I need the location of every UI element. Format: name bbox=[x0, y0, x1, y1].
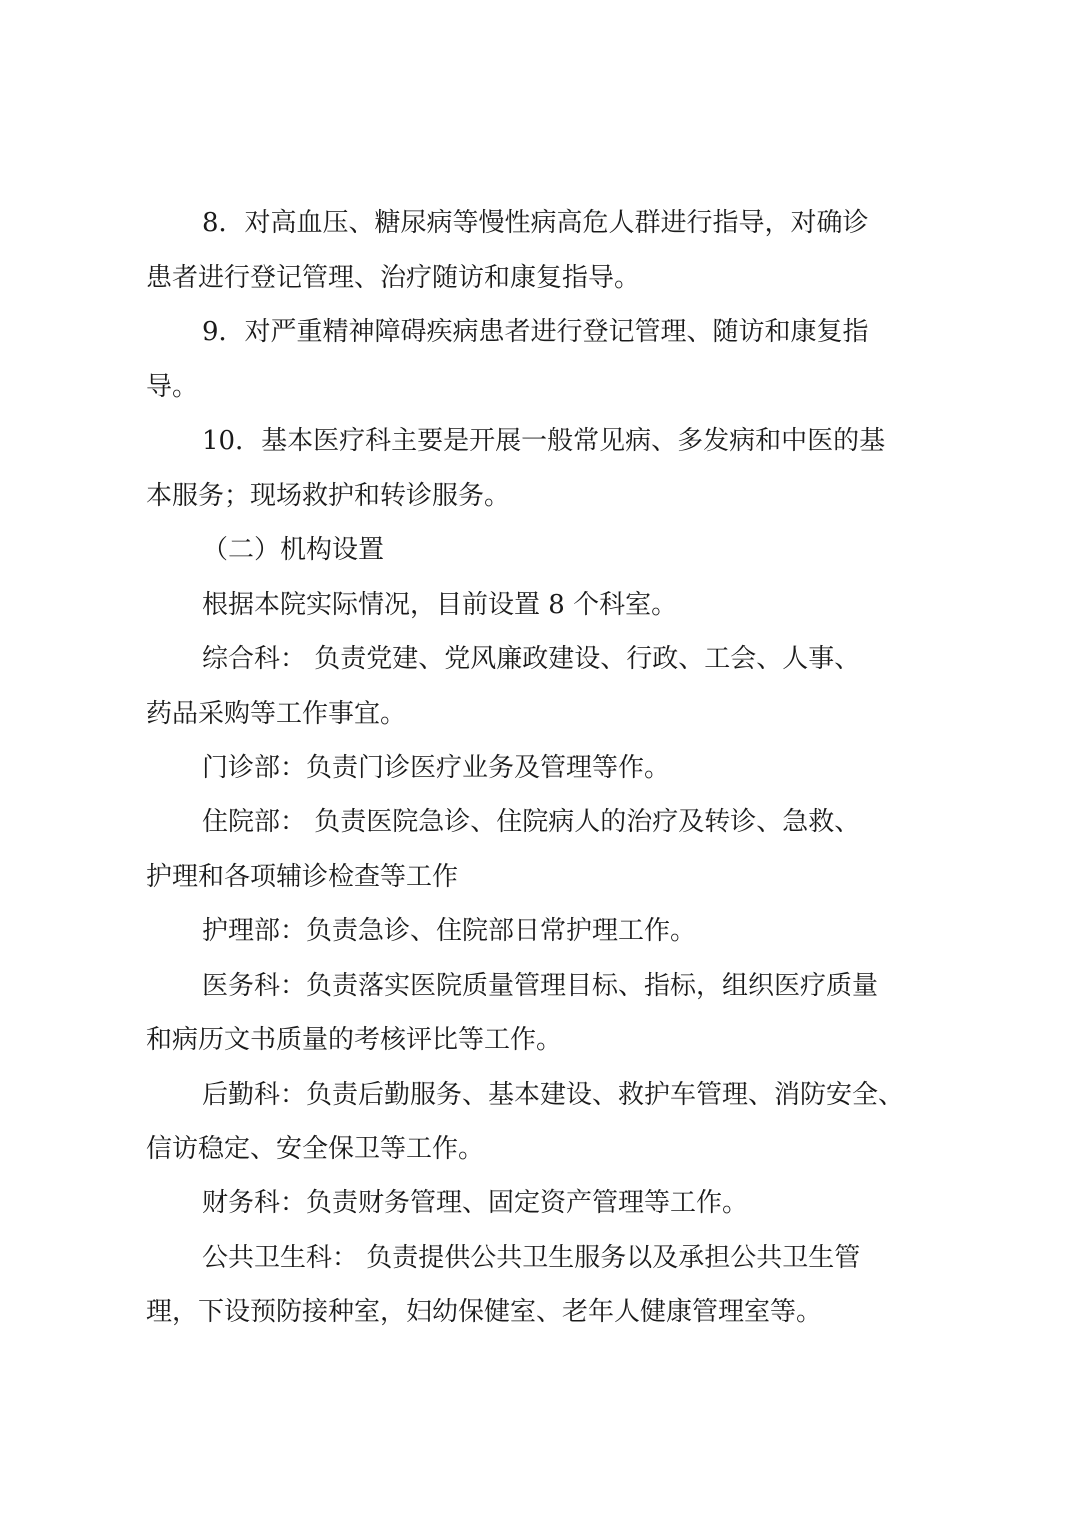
dept-public-health-line-2: 理，下设预防接种室，妇幼保健室、老年人健康管理室等。 bbox=[146, 1297, 823, 1327]
item-8-line-1: 8．对高血压、糖尿病等慢性病高危人群进行指导，对确诊 bbox=[202, 208, 869, 238]
dept-logistics-line-2: 信访稳定、安全保卫等工作。 bbox=[146, 1134, 485, 1164]
dept-nursing: 护理部：负责急诊、住院部日常护理工作。 bbox=[202, 916, 697, 946]
item-8-line-2: 患者进行登记管理、治疗随访和康复指导。 bbox=[146, 263, 641, 293]
dept-general-line-2: 药品采购等工作事宜。 bbox=[146, 699, 407, 729]
item-10-line-2: 本服务；现场救护和转诊服务。 bbox=[146, 481, 511, 511]
dept-general-line-1: 综合科： 负责党建、党风廉政建设、行政、工会、人事、 bbox=[202, 644, 861, 674]
section-heading: （二）机构设置 bbox=[202, 535, 385, 565]
dept-medical-line-2: 和病历文书质量的考核评比等工作。 bbox=[146, 1025, 563, 1055]
intro-paragraph: 根据本院实际情况，目前设置 8 个科室。 bbox=[202, 590, 678, 620]
dept-inpatient-line-1: 住院部： 负责医院急诊、住院病人的治疗及转诊、急救、 bbox=[202, 807, 861, 837]
dept-finance: 财务科：负责财务管理、固定资产管理等工作。 bbox=[202, 1188, 749, 1218]
dept-logistics-line-1: 后勤科：负责后勤服务、基本建设、救护车管理、消防安全、 bbox=[202, 1080, 905, 1110]
dept-public-health-line-1: 公共卫生科： 负责提供公共卫生服务以及承担公共卫生管 bbox=[202, 1243, 861, 1273]
dept-medical-line-1: 医务科：负责落实医院质量管理目标、指标，组织医疗质量 bbox=[202, 971, 879, 1001]
dept-outpatient: 门诊部：负责门诊医疗业务及管理等作。 bbox=[202, 753, 671, 783]
item-9-line-2: 导。 bbox=[146, 372, 199, 402]
item-9-line-1: 9．对严重精神障碍疾病患者进行登记管理、随访和康复指 bbox=[202, 317, 869, 347]
dept-inpatient-line-2: 护理和各项辅诊检查等工作 bbox=[146, 862, 459, 892]
item-10-line-1: 10．基本医疗科主要是开展一般常见病、多发病和中医的基 bbox=[202, 426, 886, 456]
